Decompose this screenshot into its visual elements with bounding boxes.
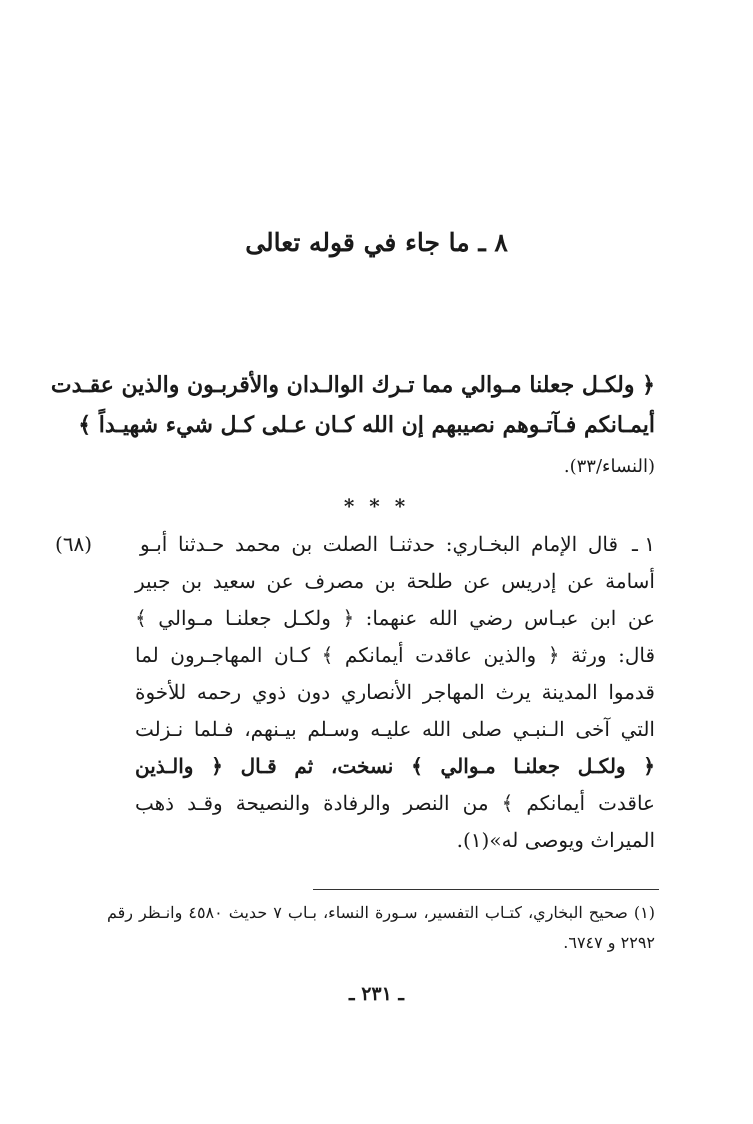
hadith-index: ١ ـ	[632, 532, 655, 556]
hadith-line-2: أسامة عن إدريس عن طلحة بن مصرف عن سعيد بن جبير	[135, 569, 655, 593]
hadith-line-4: قال: ورثة ﴿ والذين عاقدت أيمانكم ﴾ كـان المهاجـرون لما	[135, 643, 655, 667]
hadith-line-1: قال الإمام البخـاري: حدثنـا الصلت بن محمد حـدثنا أبـو	[140, 532, 618, 556]
chapter-heading: ٨ ـ ما جاء في قوله تعالى	[245, 228, 508, 257]
hadith-line-9: الميراث ويوصى له»(١).	[456, 828, 655, 852]
verse-reference: (النساء/٣٣).	[563, 456, 655, 477]
hadith-line-7: ﴿ ولكـل جعلنـا مـوالي ﴾ نسخت، ثم قـال ﴿ والـذين	[135, 754, 655, 778]
footnote-line-1: (١) صحيح البخاري، كتـاب التفسير، سـورة النساء، بـاب ٧ حديث ٤٥٨٠ وانـظر رقم	[107, 903, 655, 922]
hadith-line-3: عن ابن عبـاس رضي الله عنهما: ﴿ ولكـل جعلنـا مـوالي ﴾	[135, 606, 655, 630]
hadith-line-5: قدموا المدينة يرث المهاجر الأنصاري دون ذوي رحمه للأخوة	[135, 680, 655, 704]
hadith-line-8: عاقدت أيمانكم ﴾ من النصر والرفادة والنصيحة وقـد ذهب	[135, 791, 655, 815]
section-separator: * * *	[343, 494, 410, 518]
page-number: ـ ٢٣١ ـ	[349, 983, 404, 1005]
verse-line-1: ﴿ ولكـل جعلنا مـوالي مما تـرك الوالـدان والأقربـون والذين عقـدت	[50, 372, 655, 398]
hadith-number: (٦٨)	[55, 532, 93, 556]
footnote-line-2: ٢٢٩٢ و ٦٧٤٧.	[563, 933, 655, 952]
verse-line-2: أيمـانكم فـآتـوهم نصيبهم إن الله كـان عـلى كـل شيء شهيـداً ﴾	[78, 412, 655, 438]
footnote-rule	[313, 889, 659, 890]
hadith-line-6: التي آخى الـنبـي صلى الله عليـه وسـلم بيـنهم، فـلما نـزلت	[135, 717, 655, 741]
